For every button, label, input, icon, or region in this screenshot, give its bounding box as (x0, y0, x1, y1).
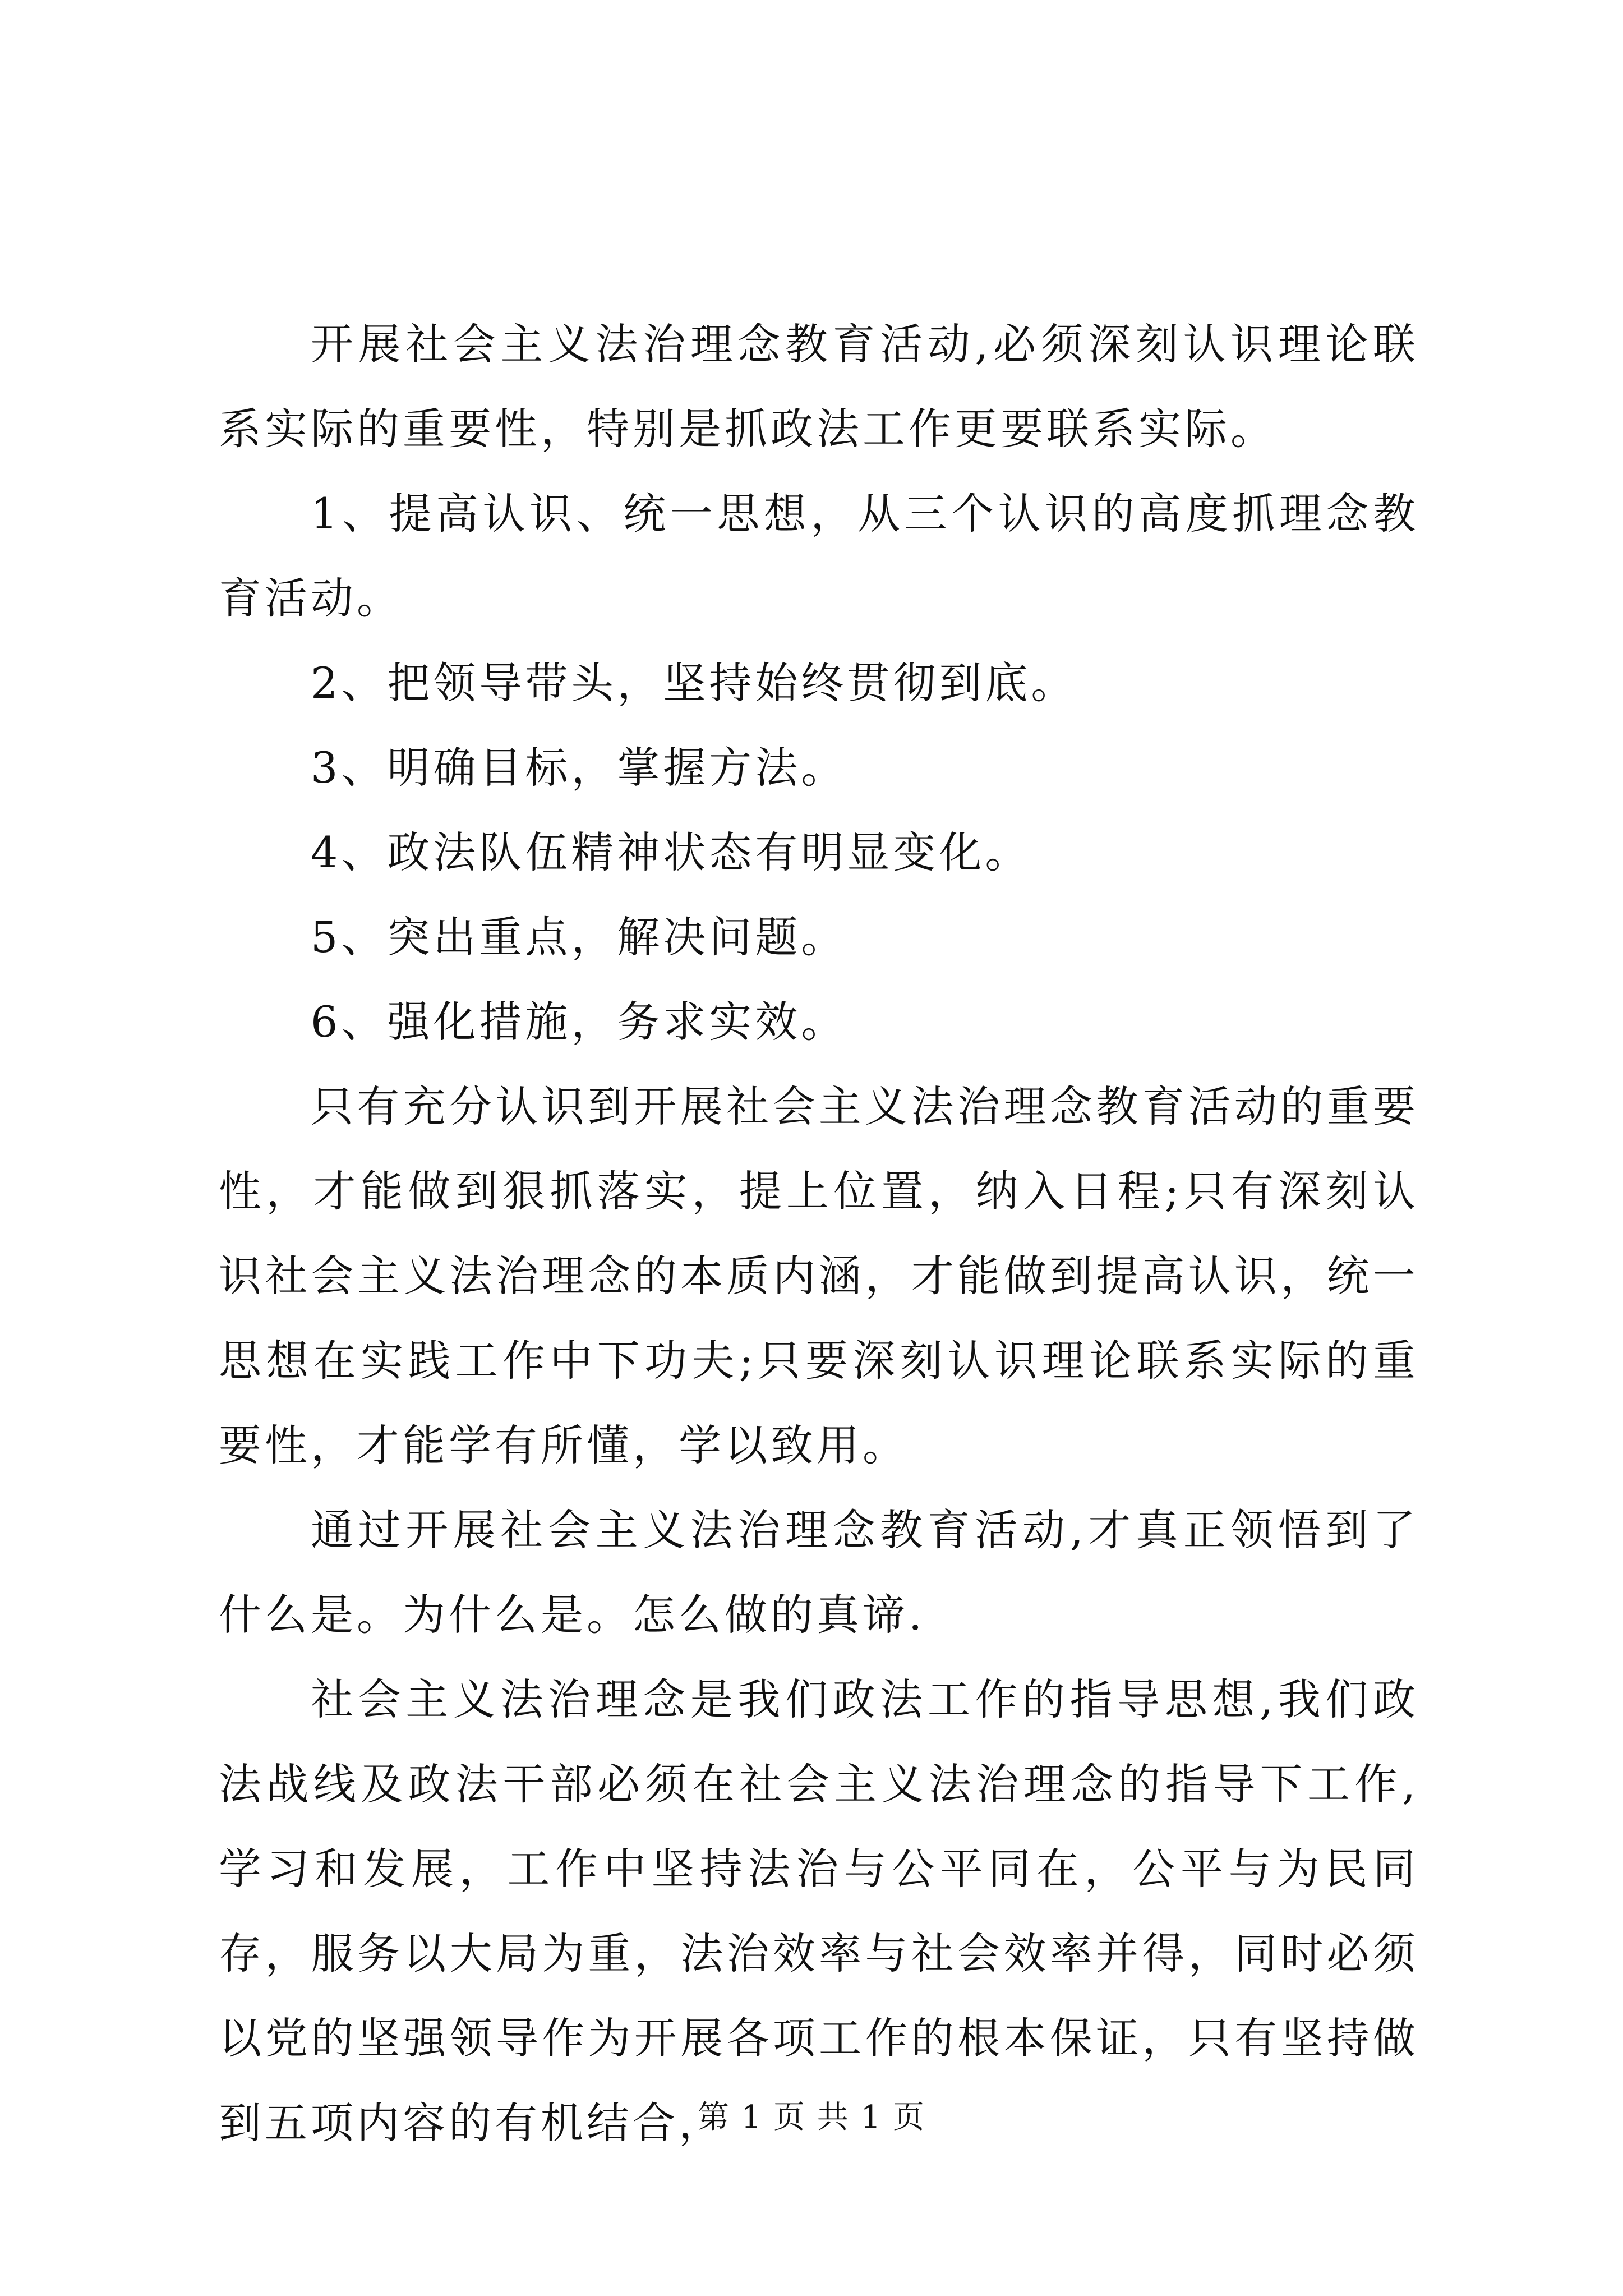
paragraph-item-5: 5、突出重点，解决问题。 (311, 912, 847, 962)
paragraph-item-3: 3、明确目标，掌握方法。 (311, 743, 847, 793)
paragraph-intro: 开展社会主义法治理念教育活动,必须深刻认识理论联系实际的重要性，特别是抓政法工作更要联系实际。 (219, 319, 1419, 454)
paragraph-importance: 只有充分认识到开展社会主义法治理念教育活动的重要性，才能做到狠抓落实，提上位置，纳入日程;只有深刻认识社会主义法治理念的本质内涵，才能做到提高认识，统一思想在实践工作中下功夫;只要深刻认识理论联系实际的重要性，才能学有所懂，学以致用。 (219, 1082, 1419, 1470)
paragraph-guiding-thought: 社会主义法治理念是我们政法工作的指导思想,我们政法战线及政法干部必须在社会主义法治理念的指导下工作,学习和发展，工作中坚持法治与公平同在，公平与为民同存，服务以大局为重，法治效率与社会效率并得，同时必须以党的坚强领导作为开展各项工作的根本保证，只有坚持做到五项内容的有机结合， (219, 1674, 1419, 2148)
page-footer: 第 1 页 共 1 页 (697, 2099, 926, 2136)
paragraph-item-1: 1、提高认识、统一思想，从三个认识的高度抓理念教育活动。 (219, 489, 1419, 623)
paragraph-insight: 通过开展社会主义法治理念教育活动,才真正领悟到了什么是。为什么是。怎么做的真谛. (219, 1505, 1419, 1640)
document-body (219, 302, 1419, 2165)
paragraph-item-4: 4、政法队伍精神状态有明显变化。 (311, 827, 1031, 877)
paragraph-item-2: 2、把领导带头，坚持始终贯彻到底。 (311, 658, 1077, 708)
paragraph-item-6: 6、强化措施，务求实效。 (311, 997, 847, 1047)
